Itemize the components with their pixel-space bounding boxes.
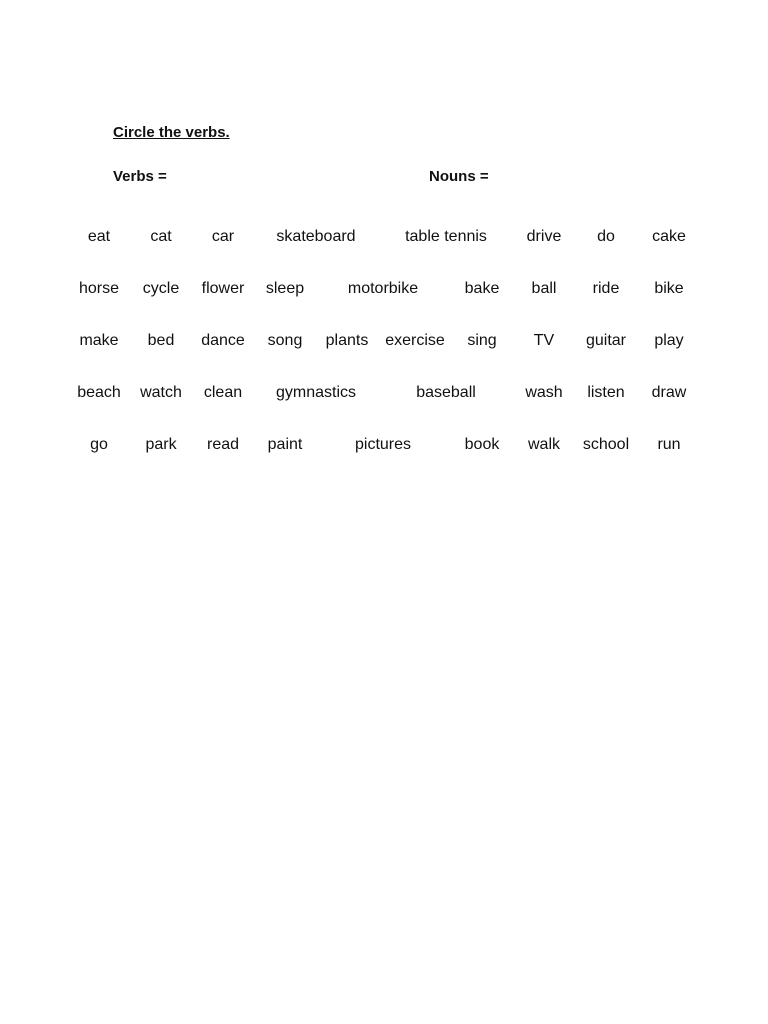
word[interactable]: dance (201, 332, 245, 349)
word[interactable]: bed (147, 332, 175, 349)
word[interactable]: sleep (265, 280, 305, 297)
word-row (0, 331, 768, 351)
word[interactable]: wash (525, 384, 563, 401)
verbs-label: Verbs = (113, 168, 167, 185)
word[interactable]: bike (654, 280, 684, 297)
word[interactable]: play (654, 332, 684, 349)
word[interactable]: run (657, 436, 681, 453)
word[interactable]: baseball (416, 384, 476, 401)
word-row (0, 383, 768, 403)
word[interactable]: drive (526, 228, 562, 245)
word[interactable]: ride (592, 280, 620, 297)
word[interactable]: park (145, 436, 177, 453)
word[interactable]: make (79, 332, 119, 349)
word-row (0, 279, 768, 299)
word[interactable]: beach (77, 384, 121, 401)
word[interactable]: skateboard (276, 228, 356, 245)
word[interactable]: guitar (585, 332, 627, 349)
word[interactable]: horse (78, 280, 120, 297)
word[interactable]: exercise (385, 332, 445, 349)
word[interactable]: gymnastics (275, 384, 357, 401)
word[interactable]: car (211, 228, 235, 245)
word[interactable]: book (464, 436, 500, 453)
word[interactable]: cat (150, 228, 172, 245)
word[interactable]: go (90, 436, 108, 453)
word[interactable]: paint (267, 436, 303, 453)
word[interactable]: song (267, 332, 303, 349)
word[interactable]: cycle (142, 280, 180, 297)
nouns-label: Nouns = (429, 168, 489, 185)
word-row (0, 227, 768, 247)
word[interactable]: pictures (354, 436, 412, 453)
word[interactable]: bake (464, 280, 500, 297)
word-row (0, 435, 768, 455)
word[interactable]: plants (325, 332, 369, 349)
word[interactable]: draw (651, 384, 687, 401)
word[interactable]: motorbike (347, 280, 419, 297)
word[interactable]: cake (652, 228, 686, 245)
word[interactable]: eat (87, 228, 111, 245)
word[interactable]: flower (201, 280, 245, 297)
word[interactable]: watch (140, 384, 182, 401)
word[interactable]: sing (467, 332, 497, 349)
word[interactable]: walk (527, 436, 561, 453)
word[interactable]: clean (203, 384, 243, 401)
word[interactable]: do (597, 228, 615, 245)
word[interactable]: table tennis (405, 228, 487, 245)
word[interactable]: school (582, 436, 630, 453)
word[interactable]: listen (587, 384, 625, 401)
word[interactable]: read (206, 436, 240, 453)
instruction-title: Circle the verbs. (113, 124, 230, 141)
word[interactable]: ball (531, 280, 557, 297)
word[interactable]: TV (533, 332, 555, 349)
